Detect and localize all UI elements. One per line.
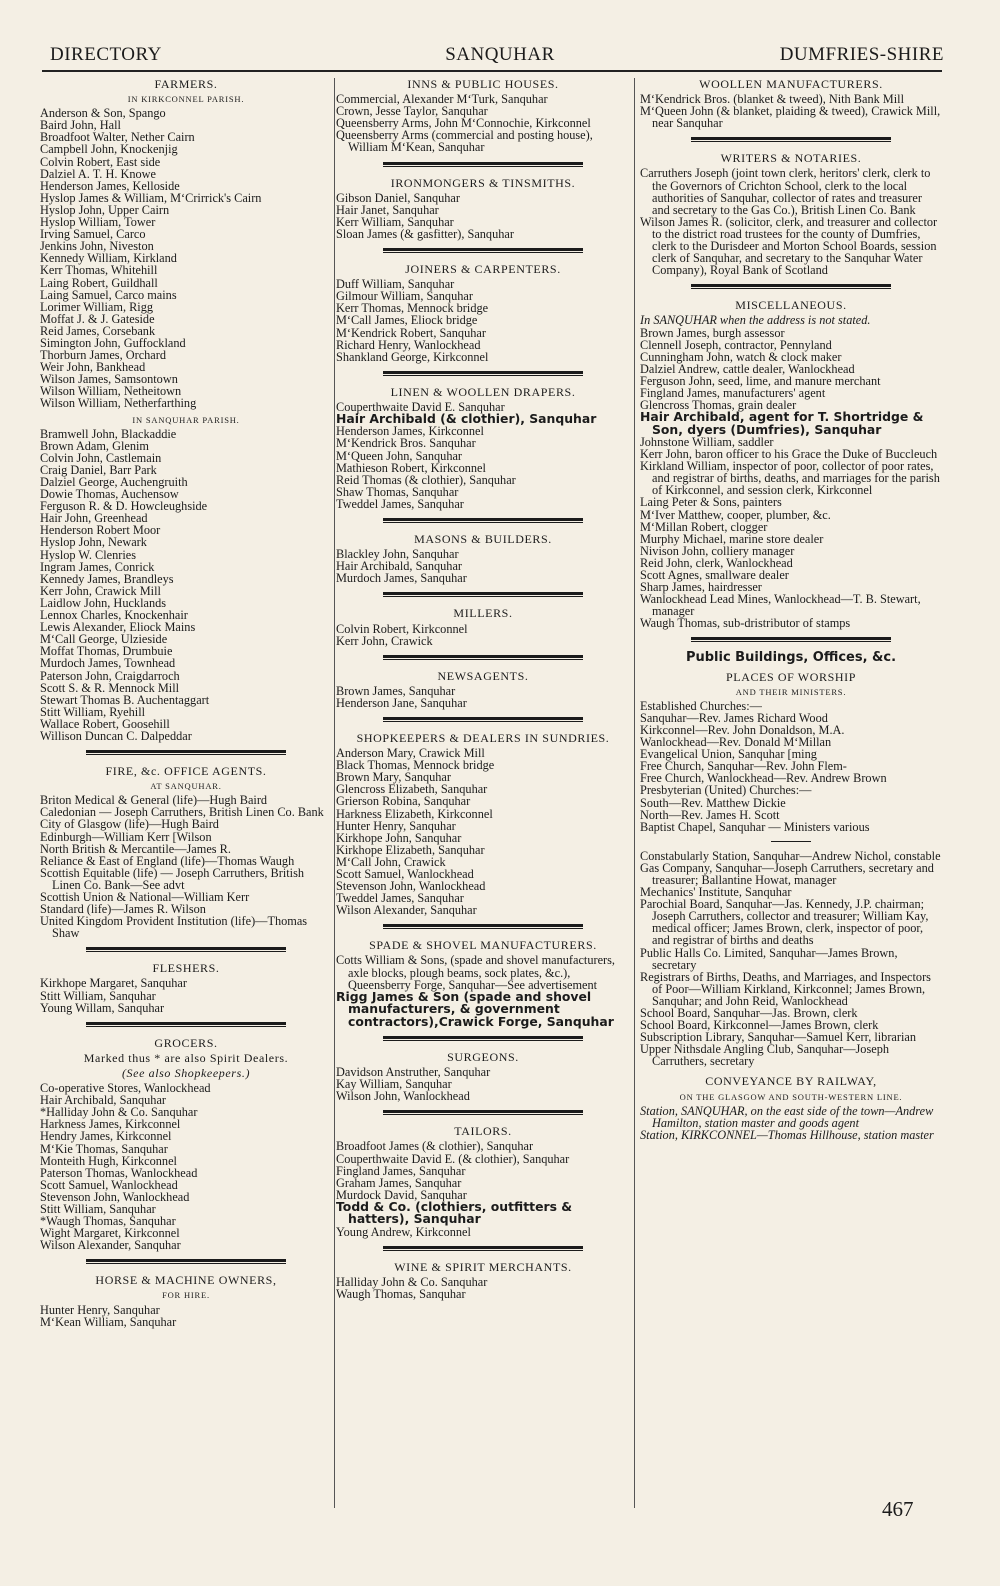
section-masons	[336, 533, 630, 584]
section-ironmongers	[336, 177, 630, 240]
section-millers	[336, 607, 630, 646]
section-title: FLESHERS.	[152, 961, 220, 976]
directory-entry: Scott Samuel, Wanlockhead	[336, 867, 474, 881]
section-divider	[383, 924, 583, 929]
directory-entry: Laidlow John, Hucklands	[40, 595, 167, 610]
directory-entry: Henderson James, Kirkconnel	[336, 424, 484, 439]
directory-entry: Scott S. & R. Mennock Mill	[40, 680, 180, 695]
column-right	[640, 78, 942, 1143]
directory-entry: Hyslop John, Upper Cairn	[40, 202, 170, 217]
directory-entry: Graham James, Sanquhar	[336, 1175, 462, 1190]
directory-entry: Hunter Henry, Sanquhar	[336, 818, 456, 833]
section-divider	[86, 1259, 286, 1264]
directory-entry: United Kingdom Provident Institution (life)—Thomas Shaw	[40, 914, 308, 941]
header-rule	[42, 70, 942, 72]
section-title: TAILORS.	[454, 1124, 512, 1139]
section-wine-merchants	[336, 1261, 630, 1300]
section-joiners	[336, 263, 630, 363]
section-divider	[383, 1246, 583, 1251]
directory-entry: School Board, Kirkconnel—James Brown, clerk	[640, 1018, 879, 1033]
directory-entry: Stevenson John, Wanlockhead	[40, 1189, 190, 1204]
entry-list	[336, 685, 630, 709]
directory-entry: Upper Nithsdale Angling Club, Sanquhar—Joseph Carruthers, secretary	[640, 1042, 889, 1069]
section-tailors	[336, 1125, 630, 1237]
directory-entry: Laing Peter & Sons, painters	[640, 495, 782, 510]
directory-entry: Tweddel James, Sanquhar	[336, 891, 464, 906]
section-subtitle: ON THE GLASGOW AND SOUTH-WESTERN LINE.	[679, 1091, 903, 1102]
directory-entry: Kerr Thomas, Whitehill	[40, 263, 158, 278]
directory-entry: Willison Duncan C. Dalpeddar	[40, 728, 192, 743]
directory-entry: Gilmour William, Sanquhar	[336, 289, 473, 304]
section-subtitle: IN SANQUHAR PARISH.	[132, 414, 240, 425]
directory-entry: Caledonian — Joseph Carruthers, British Linen Co. Bank	[40, 805, 324, 820]
entry-list	[640, 167, 942, 276]
directory-entry: Ferguson R. & D. Howcleughside	[40, 499, 208, 514]
directory-entry: Broadfoot Walter, Nether Cairn	[40, 130, 195, 145]
entry-bold: Rigg James & Son (spade and shovel manufacturers, & government contractors),Crawick Forge, Sanquhar	[336, 988, 614, 1029]
section-title: WOOLLEN MANUFACTURERS.	[699, 77, 883, 91]
directory-entry: M‘Iver Matthew, cooper, plumber, &c.	[640, 507, 831, 522]
directory-entry: Hyslop W. Clenries	[40, 547, 136, 562]
directory-entry: Kerr John, baron officer to his Grace the Duke of Buccleuch	[640, 447, 938, 462]
directory-entry: Scott Agnes, smallware dealer	[640, 568, 789, 582]
directory-entry: Co-operative Stores, Wanlockhead	[40, 1081, 211, 1096]
directory-entry: Craig Daniel, Barr Park	[40, 462, 157, 477]
directory-entry: City of Glasgow (life)—Hugh Baird	[40, 817, 219, 832]
directory-entry: Moffat Thomas, Drumbuie	[40, 644, 173, 659]
directory-entry: Station, SANQUHAR, on the east side of the town—Andrew Hamilton, station master and goods agent	[640, 1103, 934, 1130]
section-miscellaneous	[640, 299, 942, 629]
directory-entry: Kennedy William, Kirkland	[40, 251, 177, 266]
directory-entry: Kerr John, Crawick Mill	[40, 583, 161, 598]
short-divider	[771, 841, 811, 842]
directory-entry: Hendry James, Kirkconnel	[40, 1129, 172, 1144]
directory-entry: Monteith Hugh, Kirkconnel	[40, 1153, 177, 1168]
directory-entry: M‘Queen John (& blanket, plaiding & tweed), Crawick Mill, near Sanquhar	[640, 104, 941, 131]
directory-entry: Lorimer William, Rigg	[40, 299, 154, 314]
directory-entry: Blackley John, Sanquhar	[336, 547, 459, 562]
directory-entry: Shankland George, Kirkconnel	[336, 349, 489, 364]
directory-entry: Young Willam, Sanquhar	[40, 1000, 165, 1015]
directory-entry: Waugh Thomas, Sanquhar	[336, 1287, 466, 1301]
directory-entry: Briton Medical & General (life)—Hugh Baird	[40, 793, 268, 808]
entry-list	[336, 425, 630, 510]
header-center: SANQUHAR	[445, 44, 555, 65]
column-rule	[634, 78, 635, 1508]
directory-entry: Grierson Robina, Sanquhar	[336, 794, 471, 809]
section-divider	[383, 1110, 583, 1115]
section-divider	[383, 655, 583, 660]
directory-entry: Reid Thomas (& clothier), Sanquhar	[336, 472, 516, 487]
directory-entry: Scott Samuel, Wanlockhead	[40, 1177, 178, 1192]
directory-entry: Lennox Charles, Knockenhair	[40, 608, 188, 623]
directory-entry: South—Rev. Matthew Dickie	[640, 795, 786, 810]
directory-entry: Stevenson John, Wanlockhead	[336, 879, 486, 894]
entry: Couperthwaite David E. Sanquhar	[336, 399, 505, 414]
directory-entry: Glencross Thomas, grain dealer	[640, 398, 797, 413]
entry-bold: Hair Archibald (& clothier), Sanquhar	[336, 410, 597, 426]
directory-entry: Anderson & Son, Spango	[40, 106, 166, 121]
directory-entry: Wilson Alexander, Sanquhar	[336, 903, 477, 918]
directory-entry: Mathieson Robert, Kirkconnel	[336, 460, 486, 475]
directory-entry: Shaw Thomas, Sanquhar	[336, 484, 459, 499]
directory-entry: Wanlockhead—Rev. Donald M‘Millan	[640, 735, 832, 750]
directory-entry: M‘Call James, Eliock bridge	[336, 313, 478, 328]
directory-entry: Hair Janet, Sanquhar	[336, 202, 439, 217]
directory-entry: Parochial Board, Sanquhar—Jas. Kennedy, J.P. chairman; Joseph Carruthers, collector and treasurer; William Kay, medical officer; James Brown, clerk, inspector of poor, and registrar of births and deaths	[640, 897, 929, 948]
section-fire-agents	[40, 765, 332, 939]
section-farmers	[40, 78, 332, 742]
directory-entry: M‘Millan Robert, clogger	[640, 519, 768, 534]
column-middle	[336, 78, 630, 1302]
section-title: PLACES OF WORSHIP	[725, 669, 856, 684]
section-divider	[383, 248, 583, 253]
directory-entry: Stitt William, Sanquhar	[40, 1201, 156, 1216]
directory-entry: Wilson James, Samsontown	[40, 372, 178, 387]
directory-entry: Ingram James, Conrick	[40, 559, 155, 574]
directory-entry: Subscription Library, Sanquhar—Samuel Kerr, librarian	[640, 1030, 917, 1045]
section-divider	[691, 284, 891, 289]
section-title: FIRE, &c. OFFICE AGENTS.	[105, 764, 267, 779]
directory-entry: M‘Kendrick Robert, Sanquhar	[336, 325, 486, 340]
section-title: MASONS & BUILDERS.	[414, 532, 552, 547]
directory-entry: Dalziel George, Auchengruith	[40, 475, 188, 489]
directory-entry: Anderson Mary, Crawick Mill	[336, 746, 485, 761]
entry-list	[40, 1082, 332, 1251]
directory-entry: Ferguson John, seed, lime, and manure merchant	[640, 373, 881, 388]
directory-entry: Halliday John & Co. Sanquhar	[336, 1274, 488, 1289]
section-title: LINEN & WOOLLEN DRAPERS.	[390, 384, 576, 399]
section-title: SURGEONS.	[447, 1049, 519, 1064]
directory-entry: School Board, Sanquhar—Jas. Brown, clerk	[640, 1006, 858, 1020]
directory-entry: Murdoch James, Sanquhar	[336, 571, 467, 586]
section-surgeons	[336, 1051, 630, 1102]
column-left	[40, 78, 332, 1330]
section-fleshers	[40, 962, 332, 1013]
page-number: 467	[882, 1497, 914, 1521]
directory-entry: Brown Adam, Glenim	[40, 438, 149, 453]
directory-entry: Stitt William, Ryehill	[40, 704, 146, 719]
directory-entry: Weir John, Bankhead	[40, 360, 146, 375]
directory-entry: M‘Call George, Ulzieside	[40, 632, 168, 647]
directory-entry: Henderson James, Kelloside	[40, 178, 180, 193]
directory-entry: Tweddel James, Sanquhar	[336, 496, 464, 511]
directory-entry: M‘Kie Thomas, Sanquhar	[40, 1141, 168, 1156]
directory-entry: Murdock David, Sanquhar	[336, 1187, 467, 1202]
directory-entry: Hyslop James & William, M‘Crirrick's Cairn	[40, 190, 262, 205]
section-divider	[86, 750, 286, 755]
directory-entry: Hair John, Greenhead	[40, 511, 148, 526]
section-title: GROCERS.	[154, 1035, 218, 1050]
directory-entry: Presbyterian (United) Churches:—	[640, 783, 812, 798]
directory-entry: Wilson James R. (solicitor, clerk, and treasurer and collector to the district road trustees for the county of Dumfries, clerk to the Durisdeer and Morton School Boards, session clerk of Sanquhar, and secretary to the Sanquhar Water Company), Royal Bank of Scotland	[640, 214, 938, 278]
directory-entry: M‘Kean William, Sanquhar	[40, 1314, 177, 1329]
section-public-buildings	[640, 652, 942, 1140]
directory-entry: Kerr William, Sanquhar	[336, 214, 454, 229]
section-horse-owners	[40, 1274, 332, 1327]
directory-entry: Kirkland William, inspector of poor, collector of poor rates, and registrar of births, deaths, and marriages for the parish of Kirkconnel, and session clerk, Kirkconnel	[640, 459, 940, 498]
directory-entry: Murdoch James, Townhead	[40, 656, 176, 671]
directory-entry: Nivison John, colliery manager	[640, 543, 795, 558]
directory-entry: Wilson William, Netherfarthing	[40, 396, 197, 411]
directory-entry: Simington John, Guffockland	[40, 335, 186, 350]
directory-entry: Mechanics' Institute, Sanquhar	[640, 885, 792, 900]
directory-entry: Queensberry Arms, John M‘Connochie, Kirkconnel	[336, 116, 591, 131]
directory-entry: Stitt William, Sanquhar	[40, 988, 156, 1003]
entry-list	[40, 107, 332, 409]
directory-entry: Couperthwaite David E. (& clothier), Sanquhar	[336, 1151, 570, 1166]
directory-entry: M‘Call John, Crawick	[336, 854, 446, 869]
section-title: JOINERS & CARPENTERS.	[405, 262, 561, 277]
entry-list	[640, 1105, 942, 1141]
header-right: DUMFRIES-SHIRE	[779, 44, 944, 65]
section-title: WINE & SPIRIT MERCHANTS.	[394, 1259, 572, 1274]
directory-entry: Broadfoot James (& clothier), Sanquhar	[336, 1139, 534, 1154]
section-linen-drapers	[336, 386, 630, 510]
directory-entry: Standard (life)—James R. Wilson	[40, 902, 206, 917]
directory-entry: Lewis Alexander, Eliock Mains	[40, 620, 196, 635]
directory-entry: Sharp James, hairdresser	[640, 580, 762, 595]
directory-entry: Jenkins John, Niveston	[40, 239, 154, 254]
directory-entry: Dowie Thomas, Auchensow	[40, 487, 179, 502]
directory-entry: Paterson John, Craigdarroch	[40, 668, 180, 683]
section-title: SPADE & SHOVEL MANUFACTURERS.	[369, 938, 597, 953]
directory-entry: Colvin Robert, Kirkconnel	[336, 621, 468, 636]
section-subtitle: FOR HIRE.	[162, 1290, 210, 1301]
section-divider	[383, 518, 583, 523]
section-title: NEWSAGENTS.	[437, 668, 529, 683]
directory-entry: Stewart Thomas B. Auchentaggart	[40, 692, 210, 707]
directory-entry: Irving Samuel, Carco	[40, 227, 146, 242]
section-subtitle: AND THEIR MINISTERS.	[735, 686, 847, 697]
section-title: MISCELLANEOUS.	[735, 298, 847, 313]
directory-entry: Kennedy James, Brandleys	[40, 571, 174, 586]
directory-entry: Reid James, Corsebank	[40, 323, 156, 338]
directory-entry: Glencross Elizabeth, Sanquhar	[336, 782, 488, 797]
directory-entry: Paterson Thomas, Wanlockhead	[40, 1165, 198, 1180]
directory-entry: Crown, Jesse Taylor, Sanquhar	[336, 104, 488, 119]
directory-entry: Kirkhope John, Sanquhar	[336, 830, 462, 845]
section-heading: Public Buildings, Offices, &c.	[685, 650, 897, 666]
section-divider	[691, 637, 891, 642]
directory-entry: Established Churches:—	[640, 698, 762, 713]
section-title: HORSE & MACHINE OWNERS,	[95, 1273, 277, 1288]
directory-entry: Queensberry Arms (commercial and posting house), William M‘Kean, Sanquhar	[336, 128, 593, 155]
section-woollen	[640, 78, 942, 129]
directory-entry: Dalziel A. T. H. Knowe	[40, 166, 156, 181]
directory-entry: Waugh Thomas, sub-dristributor of stamps	[640, 616, 851, 631]
section-title: SHOPKEEPERS & DEALERS IN SUNDRIES.	[356, 730, 610, 745]
section-note: Marked thus * are also Spirit Dealers.	[83, 1050, 289, 1065]
section-spade-manufacturers	[336, 939, 630, 1028]
section-divider	[383, 1036, 583, 1041]
directory-entry: Kerr John, Crawick	[336, 633, 433, 648]
directory-entry: Free Church, Wanlockhead—Rev. Andrew Brown	[640, 771, 887, 786]
directory-entry: Brown James, burgh assessor	[640, 325, 785, 340]
directory-entry: Hunter Henry, Sanquhar	[40, 1302, 160, 1317]
entry-list	[336, 1276, 630, 1300]
section-divider	[691, 137, 891, 142]
directory-entry: Wilson John, Wanlockhead	[336, 1089, 470, 1104]
section-subtitle: IN KIRKCONNEL PARISH.	[127, 94, 245, 105]
entry-bold: Hair Archibald, agent for T. Shortridge & Son, dyers (Dumfries), Sanquhar	[640, 409, 924, 437]
directory-entry: Sloan James (& gasfitter), Sanquhar	[336, 226, 514, 241]
directory-entry: Murphy Michael, marine store dealer	[640, 531, 824, 546]
section-divider	[383, 371, 583, 376]
directory-entry: Hair Archibald, Sanquhar	[336, 559, 463, 574]
section-inns	[336, 78, 630, 154]
directory-entry: Evangelical Union, Sanquhar [ming	[640, 747, 817, 762]
directory-entry: North—Rev. James H. Scott	[640, 807, 780, 822]
section-divider	[383, 592, 583, 597]
directory-entry: Duff William, Sanquhar	[336, 277, 455, 292]
directory-entry: North British & Mercantile—James R.	[40, 841, 231, 856]
section-shopkeepers	[336, 732, 630, 916]
directory-entry: Wight Margaret, Kirkconnel	[40, 1226, 180, 1241]
section-title: MILLERS.	[453, 606, 513, 621]
directory-entry: Carruthers Joseph (joint town clerk, heritors' clerk, clerk to the Governors of Crichton School, clerk to the local authorities of Sanquhar, collector of rates and treasurer and secretary to the Gas Co.), British Linen Co. Bank	[640, 166, 931, 217]
directory-entry: Kirkhope Elizabeth, Sanquhar	[336, 842, 485, 857]
entry-list	[336, 548, 630, 584]
section-title: INNS & PUBLIC HOUSES.	[407, 77, 559, 91]
directory-entry: Scottish Union & National—William Kerr	[40, 890, 250, 904]
directory-entry: M‘Queen John, Sanquhar	[336, 448, 463, 463]
directory-entry: Colvin John, Castlemain	[40, 450, 162, 465]
directory-entry: Constabularly Station, Sanquhar—Andrew Nichol, constable	[640, 848, 941, 863]
directory-entry: Bramwell John, Blackaddie	[40, 426, 177, 441]
directory-entry: Richard Henry, Wanlockhead	[336, 337, 481, 352]
entry-list	[336, 623, 630, 647]
directory-entry: Baird John, Hall	[40, 118, 121, 133]
directory-entry: *Halliday John & Co. Sanquhar	[40, 1105, 198, 1120]
directory-entry: Kirkhope Margaret, Sanquhar	[40, 976, 187, 991]
directory-entry: Colvin Robert, East side	[40, 154, 161, 169]
directory-entry: Dalziel Andrew, cattle dealer, Wanlockhead	[640, 361, 855, 376]
section-title: IRONMONGERS & TINSMITHS.	[390, 175, 576, 190]
entry-bold: Todd & Co. (clothiers, outfitters & hatters), Sanquhar	[336, 1198, 573, 1227]
directory-entry: Public Halls Co. Limited, Sanquhar—James Brown, secretary	[640, 945, 898, 972]
directory-entry: Brown Mary, Sanquhar	[336, 770, 451, 785]
directory-entry: Henderson Jane, Sanquhar	[336, 695, 467, 710]
entry-list	[40, 977, 332, 1013]
entry-list	[336, 278, 630, 363]
column-rule	[334, 78, 335, 1508]
section-subtitle: AT SANQUHAR.	[150, 781, 222, 792]
directory-entry: Fingland James, manufacturers' agent	[640, 385, 826, 400]
entry-list	[40, 428, 332, 742]
directory-entry: Black Thomas, Mennock bridge	[336, 758, 495, 773]
directory-entry: Hyslop John, Newark	[40, 535, 147, 550]
directory-entry: M‘Kendrick Bros. Sanquhar	[336, 436, 476, 451]
entry-list	[640, 436, 942, 630]
entry-list	[640, 700, 942, 833]
entry-list	[336, 192, 630, 240]
entry-list	[336, 747, 630, 916]
directory-entry: Laing Samuel, Carco mains	[40, 287, 177, 302]
directory-entry: Registrars of Births, Deaths, and Marriages, and Inspectors of Poor—William Kirkland, Kirkconnel; James Brown, Sanquhar; and John Reid, Wanlockhead	[640, 969, 931, 1008]
directory-entry: Wilson Alexander, Sanquhar	[40, 1238, 181, 1253]
entry: Cotts William & Sons, (spade and shovel manufacturers, axle blocks, plough beams, sock plates, &c.), Queensberry Forge, Sanquhar—See advertisement	[336, 953, 615, 992]
directory-entry: Kay William, Sanquhar	[336, 1077, 452, 1092]
entry-list	[336, 1066, 630, 1102]
directory-entry: Thorburn James, Orchard	[40, 348, 167, 363]
directory-entry: Gas Company, Sanquhar—Joseph Carruthers, secretary and treasurer; Ballantine Howat, manager	[640, 860, 934, 887]
section-divider	[86, 1022, 286, 1027]
directory-entry: Henderson Robert Moor	[40, 523, 161, 538]
directory-entry: Reid John, clerk, Wanlockhead	[640, 555, 793, 570]
section-title: WRITERS & NOTARIES.	[720, 151, 862, 166]
section-title: CONVEYANCE BY RAILWAY,	[705, 1074, 877, 1089]
directory-entry: Wallace Robert, Goosehill	[40, 716, 170, 731]
directory-entry: Moffat J. & J. Gateside	[40, 311, 155, 326]
section-grocers	[40, 1037, 332, 1252]
entry-list	[640, 93, 942, 129]
section-title: FARMERS.	[154, 77, 218, 91]
section-divider	[86, 947, 286, 952]
directory-entry: Edinburgh—William Kerr [Wilson	[40, 829, 212, 844]
section-divider	[383, 162, 583, 167]
directory-entry: Davidson Anstruther, Sanquhar	[336, 1065, 491, 1080]
section-note: In SANQUHAR when the address is not stated.	[640, 313, 871, 328]
entry-list	[336, 93, 630, 153]
section-newsagents	[336, 670, 630, 709]
directory-entry: Baptist Chapel, Sanquhar — Ministers various	[640, 819, 870, 834]
directory-entry: Fingland James, Sanquhar	[336, 1163, 466, 1178]
directory-entry: Station, KIRKCONNEL—Thomas Hillhouse, station master	[640, 1127, 934, 1142]
directory-entry: Harkness James, Kirkconnel	[40, 1117, 181, 1132]
directory-entry: Hair Archibald, Sanquhar	[40, 1093, 167, 1108]
directory-entry: Scottish Equitable (life) — Joseph Carruthers, British Linen Co. Bank—See advt	[40, 865, 304, 892]
entry-list	[336, 1140, 630, 1200]
entry-list	[40, 794, 332, 939]
directory-entry: *Waugh Thomas, Sanquhar	[40, 1214, 176, 1229]
directory-entry: Johnstone William, saddler	[640, 434, 774, 449]
directory-entry: Kirkconnel—Rev. John Donaldson, M.A.	[640, 722, 845, 737]
header-left: DIRECTORY	[50, 44, 162, 65]
entry: Young Andrew, Kirkconnel	[336, 1224, 471, 1239]
entry-list	[40, 1304, 332, 1328]
directory-entry: Commercial, Alexander M‘Turk, Sanquhar	[336, 92, 548, 107]
section-note: (See also Shopkeepers.)	[121, 1065, 251, 1080]
directory-entry: Harkness Elizabeth, Kirkconnel	[336, 806, 493, 821]
directory-entry: Sanquhar—Rev. James Richard Wood	[640, 710, 828, 725]
directory-entry: Hyslop William, Tower	[40, 215, 156, 230]
directory-entry: Free Church, Sanquhar—Rev. John Flem-	[640, 759, 847, 774]
directory-entry: Reliance & East of England (life)—Thomas Waugh	[40, 853, 295, 868]
directory-entry: Campbell John, Knockenjig	[40, 142, 178, 157]
directory-entry: M‘Kendrick Bros. (blanket & tweed), Nith Bank Mill	[640, 92, 904, 107]
directory-entry: Gibson Daniel, Sanquhar	[336, 190, 460, 205]
section-writers	[640, 152, 942, 276]
directory-entry: Kerr Thomas, Mennock bridge	[336, 301, 489, 316]
directory-entry: Cunningham John, watch & clock maker	[640, 349, 842, 364]
directory-entry: Laing Robert, Guildhall	[40, 275, 158, 290]
directory-entry: Clennell Joseph, contractor, Pennyland	[640, 337, 832, 352]
directory-entry: Brown James, Sanquhar	[336, 683, 456, 698]
directory-entry: Wanlockhead Lead Mines, Wanlockhead—T. B. Stewart, manager	[640, 592, 921, 619]
entry-list	[640, 327, 942, 412]
directory-entry: Wilson William, Netheitown	[40, 384, 182, 399]
entry-list	[640, 850, 942, 1068]
section-divider	[383, 717, 583, 722]
